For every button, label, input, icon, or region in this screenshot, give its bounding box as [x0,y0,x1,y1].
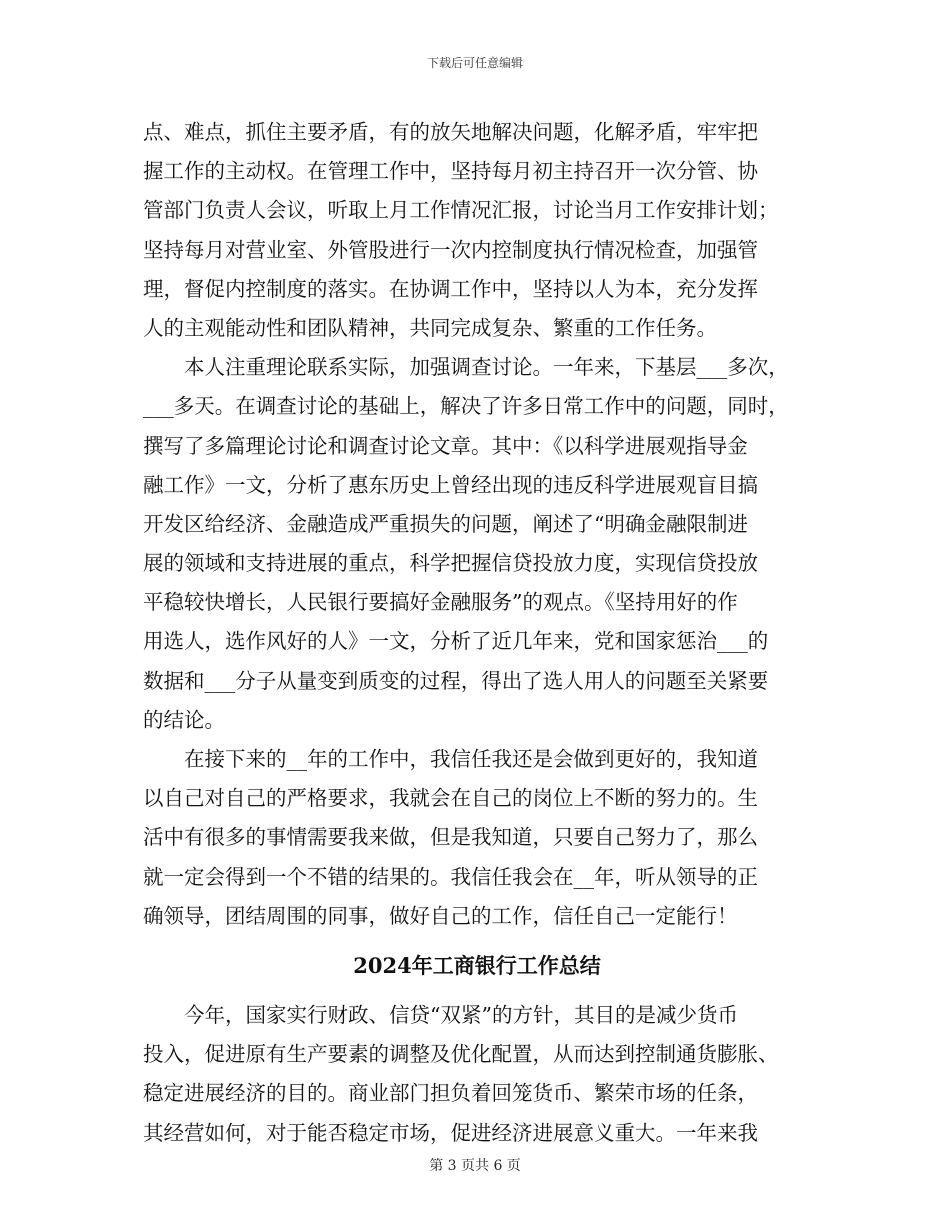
text-line: 活中有很多的事情需要我来做，但是我知道，只要自己努力了，那么 [143,825,758,850]
text-line: 以自己对自己的严格要求，我就会在自己的岗位上不断的努力的。生 [143,786,758,811]
text-line: 确领导，团结周围的同事，做好自己的工作，信任自己一定能行！ [143,903,738,928]
paragraph-block-1 [143,113,811,936]
text-line: 用选人，选作风好的人》一文，分析了近几年来，党和国家惩治___的 [143,629,769,654]
text-line: ___多天。在调查讨论的基础上，解决了许多日常工作中的问题，同时， [143,394,789,419]
text-line: 就一定会得到一个不错的结果的。我信任我会在__年，听从领导的正 [143,864,758,889]
text-line: 坚持每月对营业室、外管股进行一次内控制度执行情况检查，加强管 [143,237,758,262]
text-line: 开发区给经济、金融造成严重损失的问题，阐述了“明确金融限制进 [143,511,748,536]
text-line: 平稳较快增长，人民银行要搞好金融服务”的观点。《坚持用好的作 [143,590,738,615]
paragraph-block-2 [143,996,811,1153]
text-line: 今年，国家实行财政、信贷“双紧”的方针，其目的是减少货币 [184,1002,738,1027]
text-line: 撰写了多篇理论讨论和调查讨论文章。其中：《以科学进展观指导金 [143,433,748,458]
text-line: 其经营如何，对于能否稳定市场，促进经济进展意义重大。一年来我 [143,1120,758,1145]
section-title: 2024年工商银行工作总结 [353,952,601,978]
page-footer: 第 3 页共 6 页 [429,1158,521,1174]
text-line: 数据和___分子从量变到质变的过程，得出了选人用人的问题至关紧要 [143,668,769,693]
text-line: 融工作》一文，分析了惠东历史上曾经出现的违反科学进展观盲目搞 [143,472,758,497]
text-line: 在接下来的__年的工作中，我信任我还是会做到更好的，我知道 [184,747,758,771]
text-line: 人的主观能动性和团队精神，共同完成复杂、繁重的工作任务。 [143,315,717,340]
text-line: 投入，促进原有生产要素的调整及优化配置，从而达到控制通货膨胀、 [143,1042,779,1067]
text-line: 理，督促内控制度的落实。在协调工作中，坚持以人为本，充分发挥 [143,276,758,301]
page-header: 下载后可任意编辑 [426,56,523,70]
text-line: 点、难点，抓住主要矛盾，有的放矢地解决问题，化解矛盾，牢牢把 [143,120,758,144]
text-line: 展的领域和支持进展的重点，科学把握信贷投放力度，实现信贷投放 [143,551,758,576]
text-line: 握工作的主动权。在管理工作中，坚持每月初主持召开一次分管、协 [143,159,758,184]
text-line: 管部门负责人会议，听取上月工作情况汇报，讨论当月工作安排计划； [143,198,779,223]
text-line: 本人注重理论联系实际，加强调查讨论。一年来，下基层___多次， [184,355,789,380]
text-line: 的结论。 [143,707,225,732]
document-body [143,113,811,1153]
text-line: 稳定进展经济的目的。商业部门担负着回笼货币、繁荣市场的任条， [143,1081,758,1106]
